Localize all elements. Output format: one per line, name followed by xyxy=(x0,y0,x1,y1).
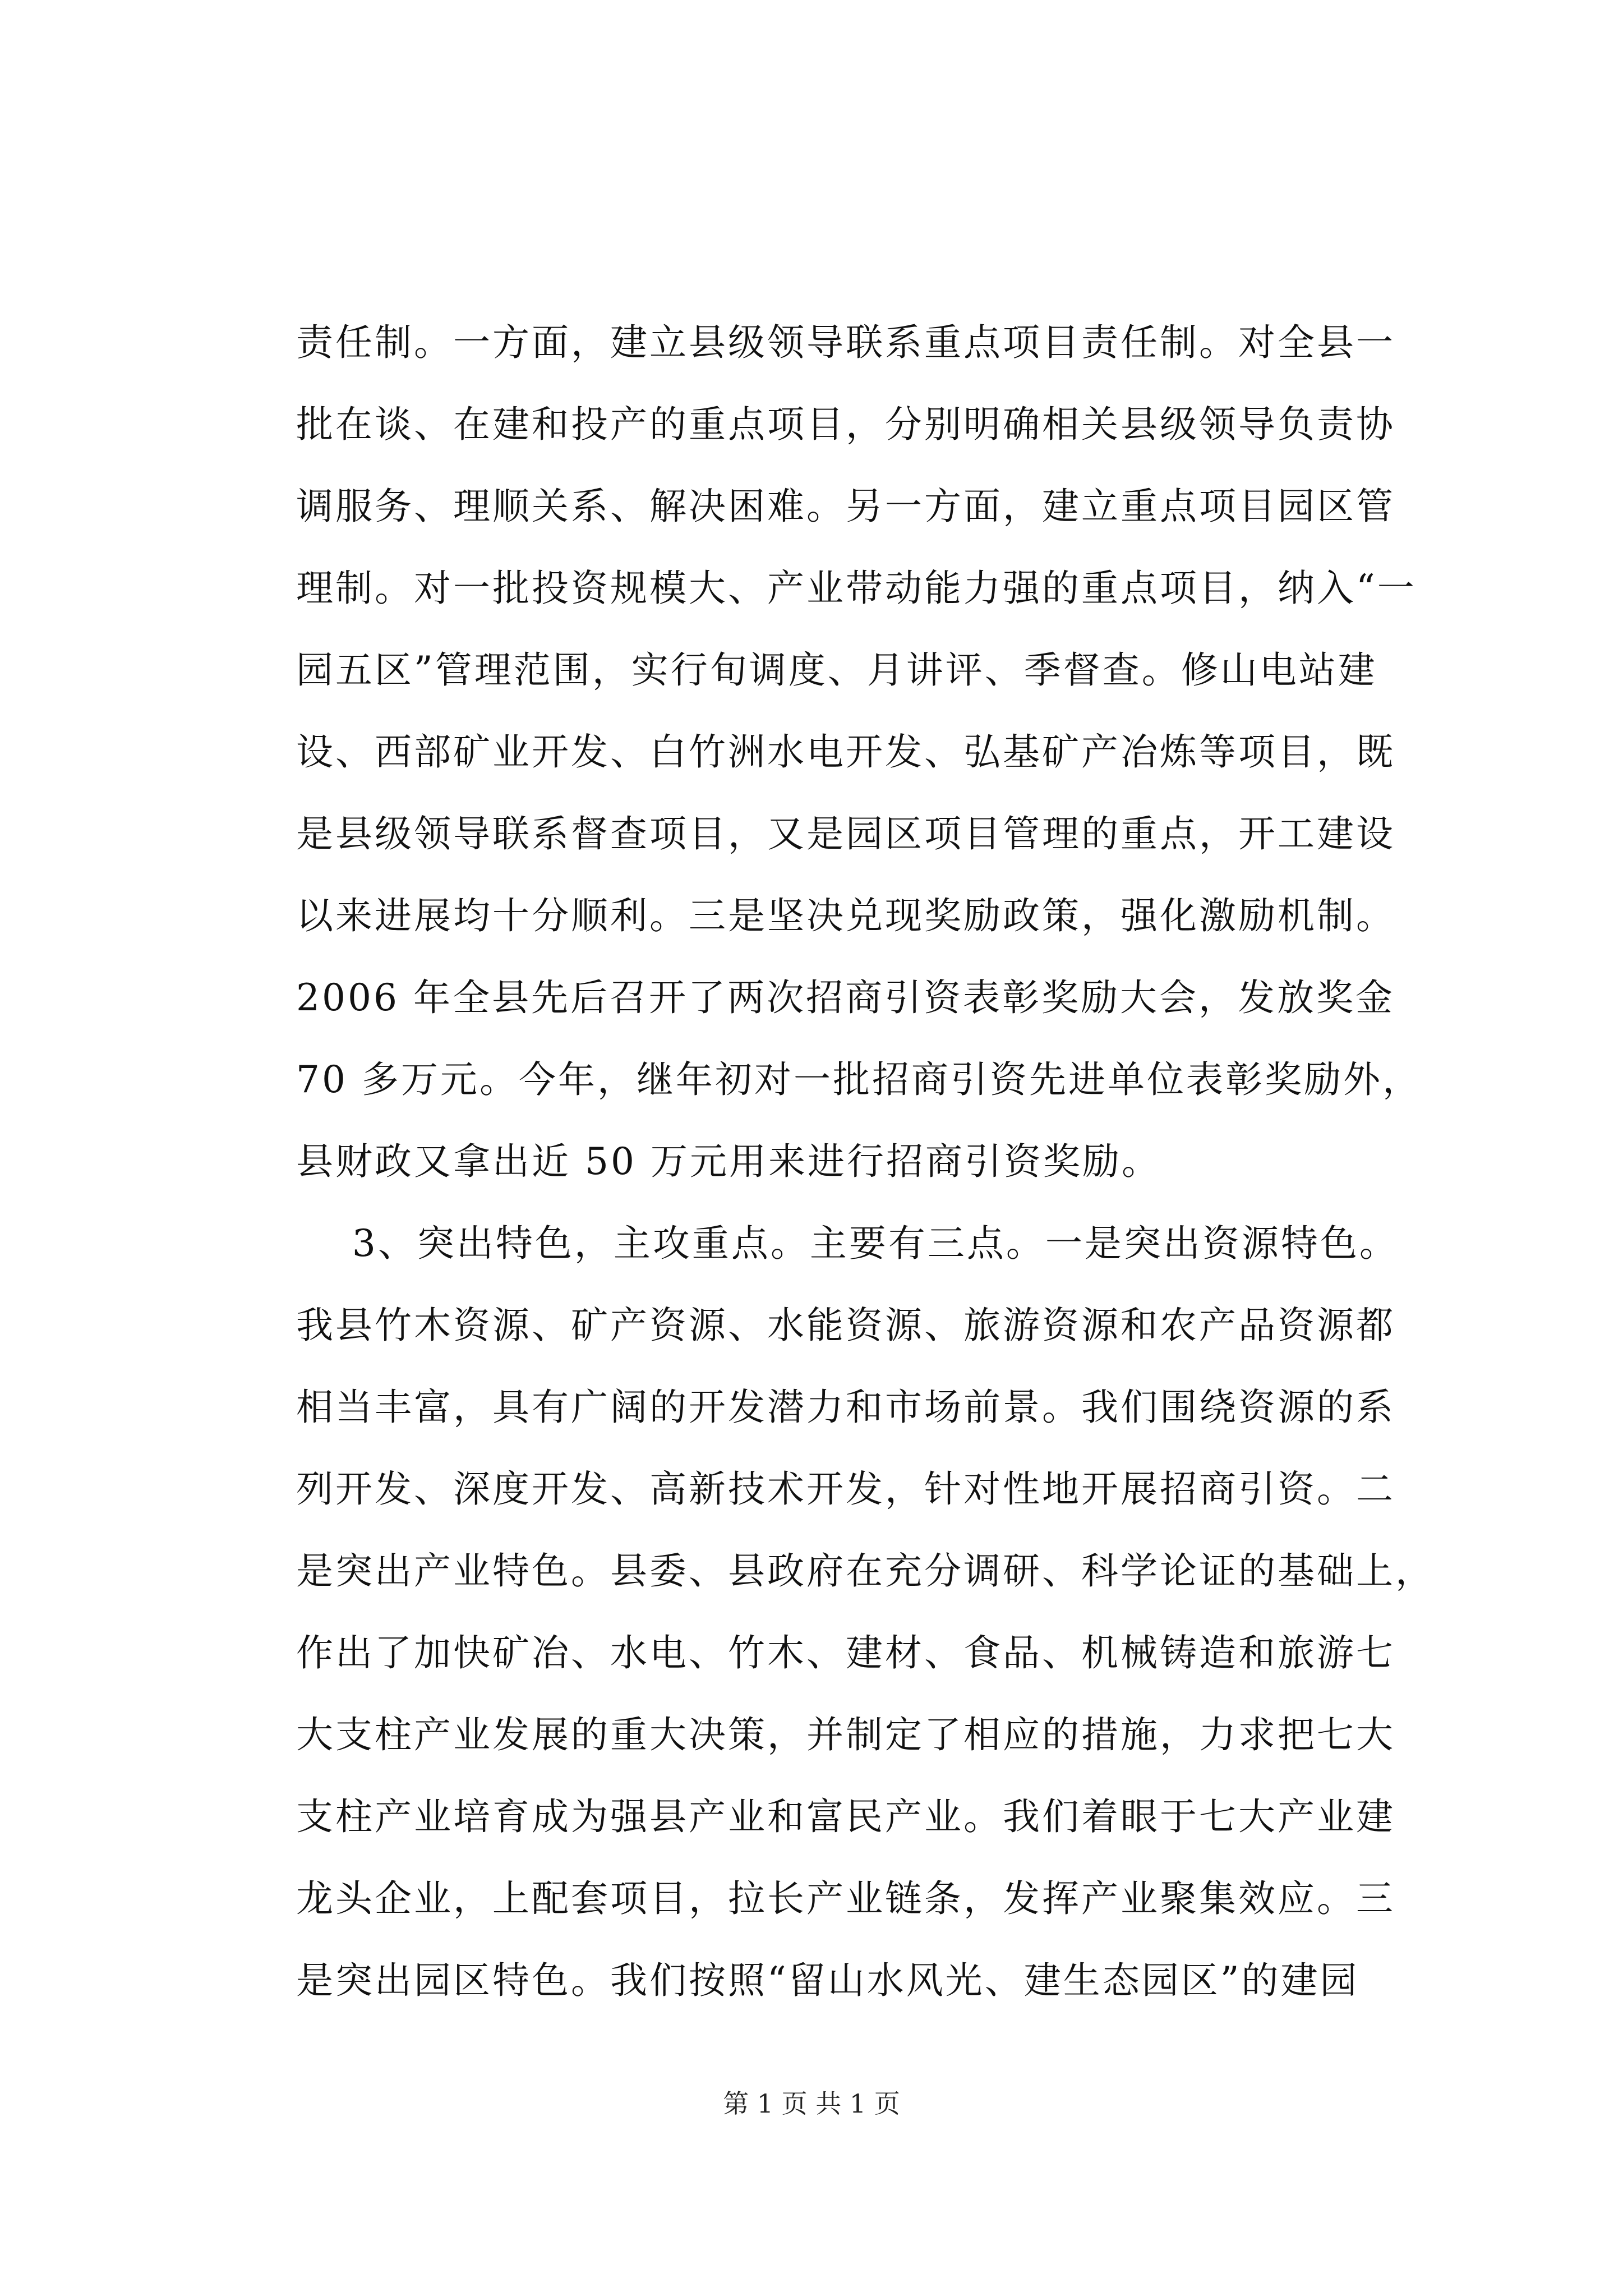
text-line: 设、西部矿业开发、白竹洲水电开发、弘基矿产冶炼等项目，既 xyxy=(296,730,1395,774)
text-line: 作出了加快矿冶、水电、竹木、建材、食品、机械铸造和旅游七 xyxy=(296,1631,1395,1674)
body-text xyxy=(296,302,1435,2022)
text-line: 园五区”管理范围，实行旬调度、月讲评、季督查。修山电站建 xyxy=(296,648,1377,692)
text-line: 2006 年全县先后召开了两次招商引资表彰奖励大会，发放奖金 xyxy=(296,976,1395,1019)
text-line: 相当丰富，具有广阔的开发潜力和市场前景。我们围绕资源的系 xyxy=(296,1386,1395,1429)
text-line: 理制。对一批投资规模大、产业带动能力强的重点项目，纳入“一 xyxy=(296,567,1417,610)
text-line: 县财政又拿出近 50 万元用来进行招商引资奖励。 xyxy=(296,1140,1161,1183)
text-line: 批在谈、在建和投产的重点项目，分别明确相关县级领导负责协 xyxy=(296,403,1395,446)
text-line: 大支柱产业发展的重大决策，并制定了相应的措施，力求把七大 xyxy=(296,1713,1395,1756)
text-line: 龙头企业，上配套项目，拉长产业链条，发挥产业聚集效应。三 xyxy=(296,1877,1395,1920)
text-line: 以来进展均十分顺利。三是坚决兑现奖励政策，强化激励机制。 xyxy=(296,894,1395,937)
text-line: 我县竹木资源、矿产资源、水能资源、旅游资源和农产品资源都 xyxy=(296,1304,1395,1347)
text-line: 责任制。一方面，建立县级领导联系重点项目责任制。对全县一 xyxy=(296,321,1395,364)
page-footer xyxy=(0,2087,1623,2120)
text-line: 3、突出特色，主攻重点。主要有三点。一是突出资源特色。 xyxy=(296,1222,1399,1265)
text-line: 是突出园区特色。我们按照“留山水风光、建生态园区”的建园 xyxy=(296,1959,1359,2002)
text-line: 支柱产业培育成为强县产业和富民产业。我们着眼于七大产业建 xyxy=(296,1795,1395,1838)
text-line: 是突出产业特色。县委、县政府在充分调研、科学论证的基础上， xyxy=(296,1549,1435,1593)
text-line: 调服务、理顺关系、解决困难。另一方面，建立重点项目园区管 xyxy=(296,485,1395,528)
text-line: 列开发、深度开发、高新技术开发，针对性地开展招商引资。二 xyxy=(296,1467,1395,1511)
text-line: 是县级领导联系督查项目，又是园区项目管理的重点，开工建设 xyxy=(296,812,1395,855)
text-line: 70 多万元。今年，继年初对一批招商引资先进单位表彰奖励外， xyxy=(296,1058,1422,1101)
page-number: 第 1 页 共 1 页 xyxy=(723,2088,900,2119)
